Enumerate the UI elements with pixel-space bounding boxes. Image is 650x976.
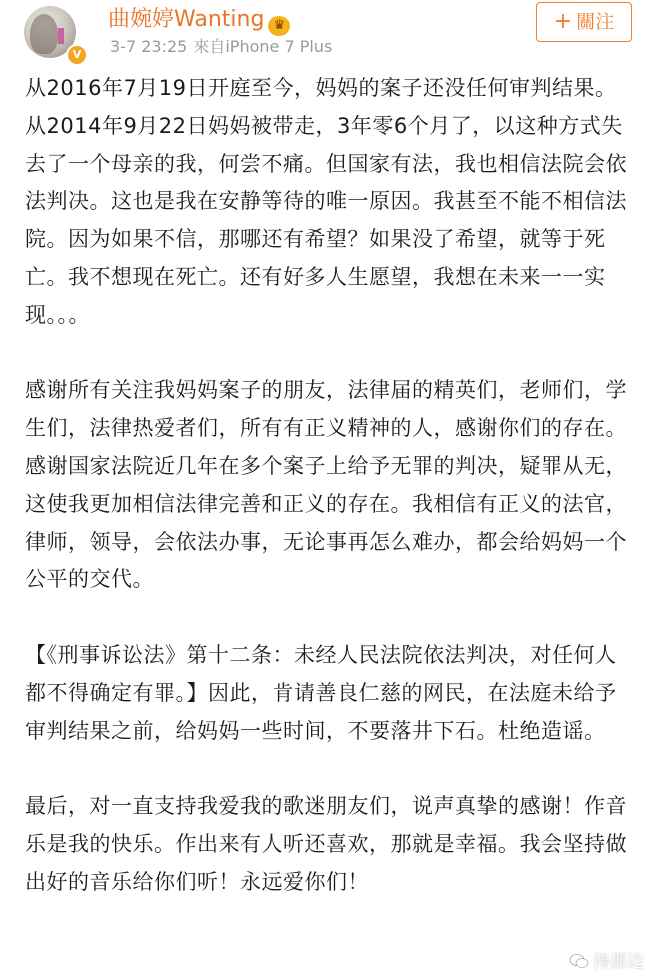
follow-button[interactable] (536, 2, 632, 42)
post-header (0, 0, 650, 62)
plus-icon: + (553, 9, 573, 34)
follow-label: 關注 (576, 11, 615, 33)
post-paragraph: 感谢所有关注我妈妈案子的朋友，法律届的精英们，老师们，学生们，法律热爱者们，所有有正义精神的人，感谢你们的存在。感谢国家法院近几年在多个案子上给予无罪的判决，疑罪从无，这使我更加相信法律完善和正义的存在。我相信有正义的法官，律师，领导，会依法办事，无论事再怎么难办，都会给妈妈一个公平的交代。 (25, 378, 627, 592)
post-content (25, 70, 635, 902)
avatar-accent (58, 28, 64, 44)
watermark (569, 947, 644, 972)
username-line[interactable] (108, 2, 290, 36)
post-paragraph: 【《刑事诉讼法》第十二条：未经人民法院依法判决，对任何人都不得确定有罪。】因此，肯请善良仁慈的网民，在法庭未给予审判结果之前，给妈妈一些时间，不要落井下石。杜绝造谣。 (25, 642, 617, 743)
timestamp: 3-7 23:25 (110, 37, 188, 56)
source-prefix: 來自 (193, 37, 226, 56)
avatar-hair (30, 14, 58, 54)
verified-badge-icon: V (66, 44, 88, 66)
post-paragraph: 最后，对一直支持我爱我的歌迷朋友们，说声真挚的感谢！作音乐是我的快乐。作出来有人听还喜欢，那就是幸福。我会坚持做出好的音乐给你们听！永远爱你们！ (25, 794, 627, 894)
crown-icon: ♛ (268, 16, 290, 36)
post-meta (110, 34, 332, 57)
wechat-icon (569, 953, 589, 969)
post-paragraph: 从2016年7月19日开庭至今，妈妈的案子还没任何审判结果。从2014年9月22日妈妈被带走，3年零6个月了，以这种方式失去了一个母亲的我，何尝不痛。但国家有法，我也相信法院会依法判决。这也是我在安静等待的唯一原因。我甚至不能不相信法院。因为如果不信，那哪还有希望？如果没了希望，就等于死亡。我不想现在死亡。还有好多人生愿望，我想在未来一一实现。。。 (25, 76, 627, 327)
watermark-text: 涛那边 (593, 952, 644, 972)
username[interactable]: 曲婉婷Wanting (108, 7, 265, 32)
device-name[interactable]: iPhone 7 Plus (225, 37, 333, 56)
